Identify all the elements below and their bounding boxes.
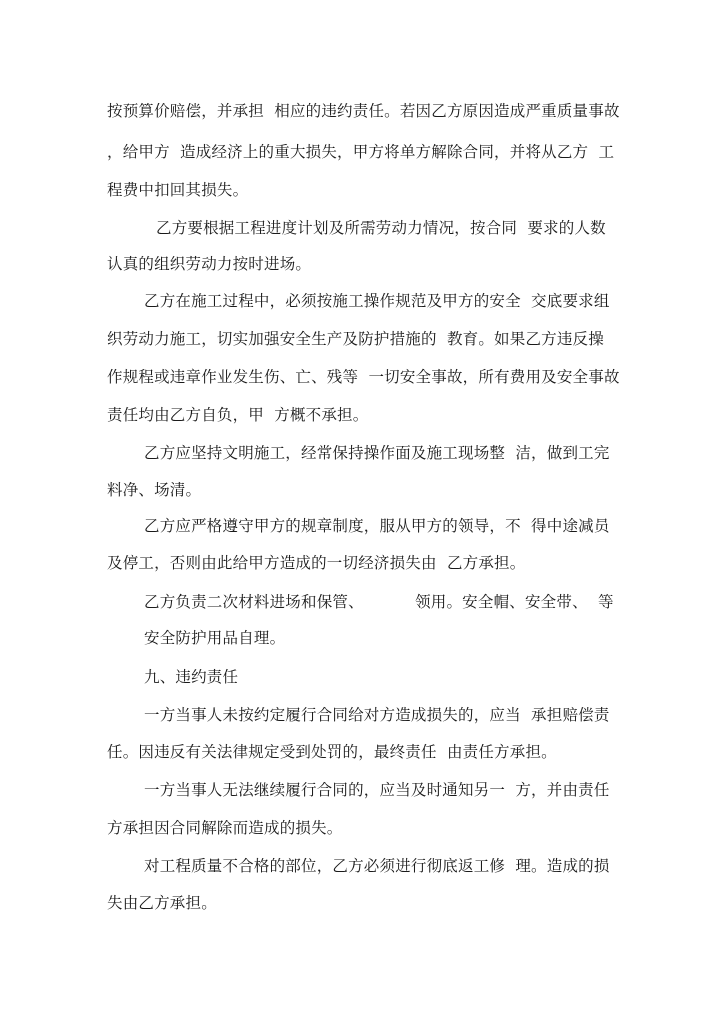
text-line: 料净、场清。 (107, 481, 202, 499)
text-line: 任。因违反有关法律规定受到处罚的，最终责任 由责任方承担。 (107, 743, 557, 761)
text-line: 一方当事人未按约定履行合同给对方造成损失的，应当 承担赔偿责 (144, 706, 610, 724)
text-line: ，给甲方 造成经济上的重大损失，甲方将单方解除合同，并将从乙方 工 (107, 143, 615, 161)
text-line: 织劳动力施工，切实加强安全生产及防护措施的 教育。如果乙方违反操 (107, 330, 604, 348)
text-line: 乙方在施工过程中，必须按施工操作规范及甲方的安全 交底要求组 (144, 292, 610, 310)
text-line: 乙方负责二次材料进场和保管、 领用。安全帽、安全带、 等 (144, 593, 614, 611)
text-line: 程费中扣回其损失。 (107, 181, 249, 199)
section-heading: 九、违约责任 (144, 668, 239, 686)
text-line: 及停工，否则由此给甲方造成的一切经济损失由 乙方承担。 (107, 554, 526, 572)
text-line: 乙方应严格遵守甲方的规章制度，服从甲方的领导，不 得中途减员 (144, 517, 610, 535)
text-line: 责任均由乙方自负，甲 方概不承担。 (107, 406, 369, 424)
text-line: 失由乙方承担。 (107, 894, 217, 912)
text-line: 认真的组织劳动力按时进场。 (107, 255, 312, 273)
text-line: 安全防护用品自理。 (144, 629, 286, 647)
text-line: 乙方要根据工程进度计划及所需劳动力情况，按合同 要求的人数 (156, 219, 606, 237)
text-line: 对工程质量不合格的部位，乙方必须进行彻底返工修 理。造成的损 (144, 857, 610, 875)
text-line: 乙方应坚持文明施工，经常保持操作面及施工现场整 洁，做到工完 (144, 444, 610, 462)
text-line: 作规程或违章作业发生伤、亡、残等 一切安全事故，所有费用及安全事故 (107, 368, 620, 386)
text-line: 一方当事人无法继续履行合同的，应当及时通知另一 方，并由责任 (144, 781, 610, 799)
text-line: 方承担因合同解除而造成的损失。 (107, 819, 343, 837)
text-line: 按预算价赔偿，并承担 相应的违约责任。若因乙方原因造成严重质量事故 (107, 102, 620, 120)
